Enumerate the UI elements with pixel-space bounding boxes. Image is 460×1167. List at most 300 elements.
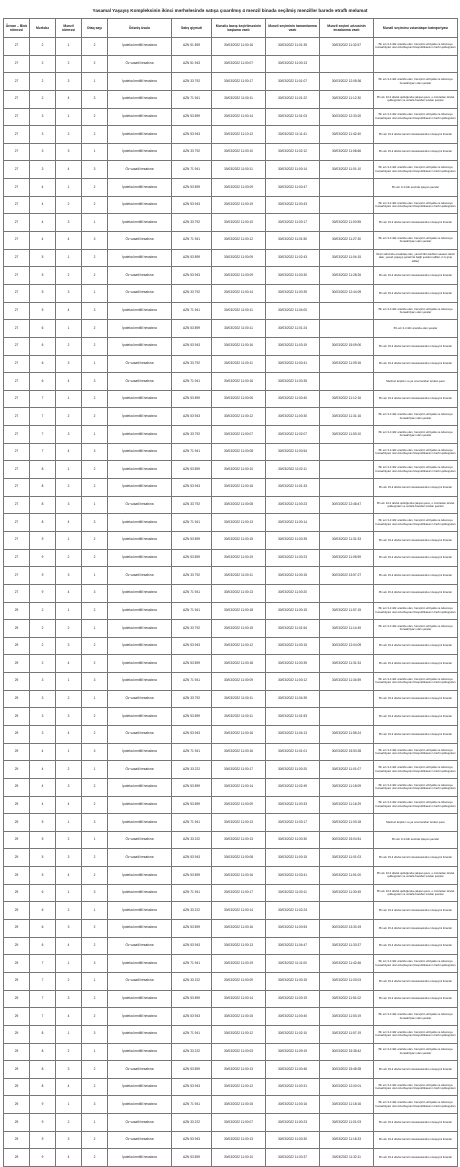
citizen-category-cell: Ən azı 10-il dövlət qulluğunda çalışan şəxs, o cümlədən dövlət qulluqçuları və onlarla bərabər tutulan şəxslər [374,90,458,108]
payment-method-cell: İpoteka kreditli hesabına [108,408,172,426]
table-row [4,937,458,955]
room-count-cell: 3 [82,955,108,973]
application-signed-cell: 30/03/2022 11:53:19 [320,1008,374,1026]
application-signed-cell: 30/03/2022 11:12:30 [320,90,374,108]
floor-cell: 7 [30,972,56,990]
room-count-cell: 2 [82,990,108,1008]
sale-price-cell: AZN 33 222 [172,972,212,990]
floor-cell: 6 [30,355,56,373]
block-number-cell: 27 [4,267,30,285]
selection-complete-cell: 30/03/2022 11:00:11 [266,884,320,902]
payment-method-cell: Öz vəsaiti hesabına [108,1131,172,1149]
floor-cell: 6 [30,937,56,955]
apartment-number-cell: 3 [56,637,82,655]
selection-complete-cell: 30/03/2022 11:01:50 [266,232,320,250]
room-count-cell: 2 [82,179,108,197]
application-signed-cell: 30/03/2022 12:33:20 [320,108,374,126]
payment-method-cell: İpoteka kreditli hesabına [108,514,172,532]
citizen-category-cell: Ən azı 15-il dövlət təmsil müəssisəsində mövqeyini itirənlər [374,990,458,1008]
application-signed-cell: 30/03/2022 11:31:16 [320,408,374,426]
apartment-number-cell: 1 [56,320,82,338]
application-signed-cell: 30/03/2022 11:30:49 [320,884,374,902]
viewing-start-cell: 30/03/2022 11:00:11 [212,708,266,726]
apartment-number-cell: 3 [56,567,82,585]
viewing-start-cell: 30/03/2022 11:00:09 [212,249,266,267]
viewing-start-cell: 30/03/2022 11:00:10 [212,1149,266,1167]
sale-price-cell: AZN 33 792 [172,690,212,708]
room-count-cell: 2 [82,38,108,56]
application-signed-cell [320,708,374,726]
apartment-number-cell: 3 [56,284,82,302]
floor-cell: 2 [30,602,56,620]
floor-cell: 2 [30,55,56,73]
sale-price-cell: AZN 71 941 [172,161,212,179]
room-count-cell: 1 [82,690,108,708]
apartment-number-cell: 2 [56,902,82,920]
room-count-cell: 2 [82,937,108,955]
payment-method-cell: İpoteka kreditli hesabına [108,90,172,108]
apartment-number-cell: 4 [56,1149,82,1167]
floor-cell: 8 [30,1025,56,1043]
citizen-category-cell: Ən azı 15-il dövlət təmsil müəssisəsində mövqeyini itirənlər [374,1061,458,1079]
apartment-number-cell: 4 [56,514,82,532]
sale-price-cell: AZN 33 792 [172,284,212,302]
column-header: Mənzil seçiminin tamamlanma vaxtı [266,19,320,38]
viewing-start-cell: 30/03/2022 11:00:19 [212,549,266,567]
block-number-cell: 27 [4,214,30,232]
application-signed-cell: 30/03/2022 11:27:30 [320,232,374,250]
selection-complete-cell: 30/03/2022 11:02:43 [266,249,320,267]
viewing-start-cell: 30/03/2022 11:00:17 [212,761,266,779]
apartment-number-cell: 4 [56,1078,82,1096]
room-count-cell: 2 [82,637,108,655]
room-count-cell: 2 [82,1061,108,1079]
table-row [4,284,458,302]
floor-cell: 3 [30,673,56,691]
selection-complete-cell: 30/03/2022 11:00:20 [266,761,320,779]
table-row [4,1043,458,1061]
block-number-cell: 27 [4,426,30,444]
room-count-cell: 2 [82,196,108,214]
room-count-cell: 3 [82,373,108,391]
viewing-start-cell: 30/03/2022 11:00:12 [212,1025,266,1043]
block-number-cell: 29 [4,673,30,691]
table-row [4,496,458,514]
citizen-category-cell: Ən azı 3-4 ildir ərazidə olan, həmçinin ehtiyatla və ödəməyə bunaəhtiyacı olan şəxslər [374,408,458,426]
citizen-category-cell: Ən azı 3-4 ildir ərazidə olan, həmçinin ehtiyatla və ödəməyə bunaəhtiyacı olan Azərbaycan Respublikasının hərbi qulluqçuları [374,1096,458,1114]
payment-method-cell: Öz vəsaiti hesabına [108,831,172,849]
block-number-cell: 27 [4,355,30,373]
application-signed-cell: 30/03/2022 15:53:35 [320,743,374,761]
selection-complete-cell: 30/03/2022 11:00:16 [266,1096,320,1114]
sale-price-cell: AZN 53 943 [172,408,212,426]
sale-price-cell: AZN 53 943 [172,1008,212,1026]
citizen-category-cell: Ən azı 10-il dövlət qulluğunda çalışan şəxs, o cümlədən dövlət qulluqçuları və onlarla bərabər tutulan şəxslər [374,867,458,885]
apartment-number-cell: 4 [56,373,82,391]
selection-complete-cell: 30/03/2022 11:00:40 [266,390,320,408]
apartment-number-cell: 4 [56,725,82,743]
table-row [4,214,458,232]
selection-complete-cell: 30/03/2022 11:04:13 [266,725,320,743]
sale-price-cell: AZN 53 899 [172,461,212,479]
viewing-start-cell: 30/03/2022 11:00:13 [212,1061,266,1079]
viewing-start-cell: 30/03/2022 11:00:16 [212,867,266,885]
viewing-start-cell: 30/03/2022 11:00:12 [212,232,266,250]
selection-complete-cell: 30/03/2022 11:09:19 [266,1043,320,1061]
floor-cell: 2 [30,637,56,655]
sale-price-cell: AZN 53 943 [172,337,212,355]
selection-complete-cell: 30/03/2022 11:00:19 [266,990,320,1008]
application-signed-cell: 30/03/2022 11:31:34 [320,655,374,673]
selection-complete-cell: 30/03/2022 11:00:14 [266,161,320,179]
sale-price-cell: AZN 53 943 [172,1131,212,1149]
citizen-category-cell: Ən azı 15-il dövlət təmsil müəssisəsində mövqeyini itirənlər [374,849,458,867]
viewing-start-cell: 30/03/2022 11:00:19 [212,955,266,973]
floor-cell: 8 [30,1043,56,1061]
room-count-cell: 1 [82,355,108,373]
application-signed-cell [320,584,374,602]
floor-cell: 8 [30,1078,56,1096]
block-number-cell: 27 [4,373,30,391]
viewing-start-cell: 30/03/2022 11:00:16 [212,373,266,391]
block-number-cell: 29 [4,778,30,796]
viewing-start-cell: 30/03/2022 11:00:09 [212,972,266,990]
block-number-cell: 27 [4,232,30,250]
block-number-cell: 27 [4,479,30,497]
sale-price-cell: AZN 71 941 [172,584,212,602]
table-row [4,232,458,250]
room-count-cell: 1 [82,831,108,849]
selection-complete-cell: 30/03/2022 11:00:39 [266,284,320,302]
block-number-cell: 27 [4,55,30,73]
room-count-cell: 2 [82,1078,108,1096]
viewing-start-cell: 30/03/2022 11:00:13 [212,831,266,849]
citizen-category-cell: Ən azı 3-4 ildir ərazidə olan, həmçinin ehtiyatla və ödəməyə bunaəhtiyacı olan şəxslər [374,1008,458,1026]
citizen-category-cell: Ən azı 15-il dövlət təmsil müəssisəsində mövqeyini itirənlər [374,549,458,567]
citizen-category-cell: Ən azı 3-4 ildir ərazidə olan, həmçinin ehtiyatla və ödəməyə bunaəhtiyacı olan Azərbaycan Respublikasının hərbi qulluqçuları [374,196,458,214]
block-number-cell: 29 [4,1008,30,1026]
room-count-cell: 3 [82,884,108,902]
viewing-start-cell: 30/03/2022 11:00:08 [212,443,266,461]
selection-complete-cell: 30/03/2022 11:02:07 [266,426,320,444]
block-number-cell: 27 [4,514,30,532]
floor-cell: 5 [30,302,56,320]
room-count-cell: 2 [82,390,108,408]
table-row [4,531,458,549]
floor-cell: 2 [30,90,56,108]
selection-complete-cell: 30/03/2022 11:00:33 [266,796,320,814]
citizen-category-cell: Ən azı 15-il dövlət təmsil müəssisəsində mövqeyini itirənlər [374,584,458,602]
citizen-category-cell: Məcburi köçkün və ya ona bərabər tutulan şəxs [374,373,458,391]
citizen-category-cell: Ən azı 15-il dövlət təmsil müəssisəsində mövqeyini itirənlər [374,390,458,408]
selection-complete-cell: 30/03/2022 11:01:39 [266,38,320,56]
floor-cell: 3 [30,690,56,708]
citizen-category-cell: Ən azı 15-il dövlət təmsil müəssisəsində mövqeyini itirənlər [374,531,458,549]
citizen-category-cell: Ən azı 3-4 ildir ərazidə olan, həmçinin ehtiyatla və ödəməyə bunaəhtiyacı olan şəxslər [374,426,458,444]
table-row [4,972,458,990]
payment-method-cell: Öz vəsaiti hesabına [108,1114,172,1132]
apartment-number-cell: 2 [56,337,82,355]
column-header: Mərtəbə [30,19,56,38]
apartment-table [3,18,458,1167]
selection-complete-cell: 30/03/2022 11:00:14 [266,514,320,532]
sale-price-cell: AZN 53 899 [172,390,212,408]
floor-cell: 3 [30,725,56,743]
table-row [4,1131,458,1149]
table-row [4,1061,458,1079]
block-number-cell: 27 [4,161,30,179]
block-number-cell: 29 [4,1096,30,1114]
table-body [4,38,458,1167]
citizen-category-cell: İkinci səhvində əməkdaş olan, yaxud ilkin kadrları əsasən təhsil alan, yaxud yaşayış şəraiti ilə bağlı şəxslər (əlillər, 2-ci qrup əlillər) [374,249,458,267]
floor-cell: 7 [30,443,56,461]
table-row [4,1025,458,1043]
payment-method-cell: Öz vəsaiti hesabına [108,355,172,373]
viewing-start-cell: 30/03/2022 11:00:14 [212,990,266,1008]
viewing-start-cell: 30/03/2022 11:00:16 [212,743,266,761]
payment-method-cell: Öz vəsaiti hesabına [108,496,172,514]
table-row [4,814,458,832]
viewing-start-cell: 30/03/2022 11:00:16 [212,337,266,355]
room-count-cell: 2 [82,408,108,426]
table-row [4,390,458,408]
payment-method-cell: İpoteka kreditli hesabına [108,479,172,497]
sale-price-cell: AZN 33 222 [172,1114,212,1132]
sale-price-cell: AZN 53 899 [172,796,212,814]
selection-complete-cell: 30/03/2022 11:00:54 [266,443,320,461]
sale-price-cell: AZN 53 943 [172,849,212,867]
viewing-start-cell: 30/03/2022 11:00:15 [212,531,266,549]
sale-price-cell: AZN 71 941 [172,955,212,973]
room-count-cell: 2 [82,108,108,126]
block-number-cell: 29 [4,814,30,832]
citizen-category-cell: Ən azı 10-il dövlət qulluğunda çalışan şəxs, o cümlədən dövlət qulluqçuları və onlarla bərabər tutulan şəxslər [374,884,458,902]
table-row [4,90,458,108]
citizen-category-cell: Ən azı 15-il dövlət təmsil müəssisəsində mövqeyini itirənlər [374,143,458,161]
column-header: Mənzil seçiminə vətəndaşın kateqoriyası [374,19,458,38]
selection-complete-cell: 30/03/2022 11:00:30 [266,267,320,285]
application-signed-cell [320,373,374,391]
floor-cell: 8 [30,514,56,532]
selection-complete-cell: 30/03/2022 11:01:03 [266,108,320,126]
citizen-category-cell: Ən azı 15-il dövlət təmsil müəssisəsində mövqeyini itirənlər [374,267,458,285]
floor-cell: 4 [30,196,56,214]
page-title: Yasamal Yaşayış Kompleksinin ikinci mərhələsində satışa çıxarılmış 4 mənzil binada seçilmiş mənzillər barədə ətraflı məlumat [92,8,368,13]
payment-method-cell: İpoteka kreditli hesabına [108,302,172,320]
payment-method-cell: Öz vəsaiti hesabına [108,725,172,743]
apartment-number-cell: 1 [56,673,82,691]
block-number-cell: 29 [4,602,30,620]
selection-complete-cell: 30/03/2022 11:00:30 [266,408,320,426]
table-row [4,1096,458,1114]
viewing-start-cell: 30/03/2022 11:00:08 [212,496,266,514]
application-signed-cell: 30/03/2022 11:57:15 [320,602,374,620]
table-row [4,955,458,973]
room-count-cell: 2 [82,849,108,867]
table-row [4,443,458,461]
selection-complete-cell: 30/03/2022 11:03:41 [266,867,320,885]
viewing-start-cell: 30/03/2022 11:00:14 [212,284,266,302]
payment-method-cell: İpoteka kreditli hesabına [108,867,172,885]
sale-price-cell: AZN 71 941 [172,884,212,902]
application-signed-cell: 30/03/2022 15:38:42 [320,1043,374,1061]
floor-cell: 5 [30,249,56,267]
block-number-cell: 27 [4,443,30,461]
block-number-cell: 27 [4,531,30,549]
apartment-number-cell: 3 [56,990,82,1008]
viewing-start-cell: 30/03/2022 11:00:06 [212,390,266,408]
selection-complete-cell: 30/03/2022 11:01:53 [266,708,320,726]
viewing-start-cell: 30/03/2022 11:00:14 [212,108,266,126]
room-count-cell: 1 [82,972,108,990]
selection-complete-cell: 30/03/2022 11:02:24 [266,902,320,920]
floor-cell: 4 [30,761,56,779]
application-signed-cell: 30/03/2022 12:44:09 [320,284,374,302]
citizen-category-cell: Ən azı 3-4 ildir ərazidə olan, həmçinin ehtiyatla və ödəməyə bunaəhtiyacı olan Azərbaycan Respublikasının hərbi qulluqçuları [374,1025,458,1043]
floor-cell: 6 [30,337,56,355]
floor-cell: 5 [30,867,56,885]
table-row [4,1008,458,1026]
room-count-cell: 2 [82,249,108,267]
application-signed-cell: 30/03/2022 11:01:03 [320,1114,374,1132]
room-count-cell: 2 [82,1149,108,1167]
application-signed-cell: 30/03/2022 11:18:16 [320,1096,374,1114]
block-number-cell: 27 [4,108,30,126]
floor-cell: 3 [30,161,56,179]
block-number-cell: 27 [4,126,30,144]
apartment-number-cell: 3 [56,778,82,796]
viewing-start-cell: 30/03/2022 11:00:11 [212,320,266,338]
table-row [4,73,458,91]
room-count-cell: 3 [82,814,108,832]
sale-price-cell: AZN 53 899 [172,778,212,796]
room-count-cell: 2 [82,337,108,355]
apartment-number-cell: 2 [56,196,82,214]
apartment-number-cell: 2 [56,690,82,708]
payment-method-cell: İpoteka kreditli hesabına [108,778,172,796]
apartment-number-cell: 3 [56,73,82,91]
viewing-start-cell: 30/03/2022 11:00:07 [212,55,266,73]
payment-method-cell: İpoteka kreditli hesabına [108,673,172,691]
selection-complete-cell: 30/03/2022 11:01:07 [266,73,320,91]
room-count-cell: 2 [82,549,108,567]
table-row [4,690,458,708]
room-count-cell: 2 [82,920,108,938]
application-signed-cell: 30/03/2022 12:48:47 [320,496,374,514]
sale-price-cell: AZN 51 899 [172,38,212,56]
block-number-cell: 27 [4,38,30,56]
application-signed-cell [320,443,374,461]
apartment-number-cell: 1 [56,1025,82,1043]
payment-method-cell: Öz vəsaiti hesabına [108,567,172,585]
application-signed-cell: 30/03/2022 11:01:10 [320,161,374,179]
viewing-start-cell: 30/03/2022 11:00:03 [212,1043,266,1061]
room-count-cell: 2 [82,725,108,743]
table-row [4,55,458,73]
sale-price-cell: AZN 71 941 [172,743,212,761]
viewing-start-cell: 30/03/2022 11:00:11 [212,302,266,320]
floor-cell: 7 [30,990,56,1008]
selection-complete-cell: 30/03/2022 11:00:39 [266,531,320,549]
payment-method-cell: İpoteka kreditli hesabına [108,390,172,408]
room-count-cell: 3 [82,743,108,761]
room-count-cell: 2 [82,778,108,796]
application-signed-cell: 30/03/2022 11:18:09 [320,778,374,796]
block-number-cell: 29 [4,937,30,955]
viewing-start-cell: 30/03/2022 11:00:13 [212,514,266,532]
citizen-category-cell: Ən azı 15-il dövlət təmsil müəssisəsində mövqeyini itirənlər [374,1131,458,1149]
floor-cell: 6 [30,902,56,920]
block-number-cell: 29 [4,1149,30,1167]
table-row [4,320,458,338]
selection-complete-cell: 30/03/2022 11:03:19 [266,337,320,355]
sale-price-cell: AZN 53 899 [172,655,212,673]
selection-complete-cell: 30/03/2022 11:02:11 [266,461,320,479]
apartment-number-cell: 3 [56,1131,82,1149]
apartment-number-cell: 1 [56,531,82,549]
block-number-cell: 29 [4,902,30,920]
viewing-start-cell: 30/03/2022 11:00:16 [212,725,266,743]
table-row [4,1149,458,1167]
floor-cell: 9 [30,584,56,602]
apartment-number-cell: 2 [56,549,82,567]
sale-price-cell: AZN 53 899 [172,249,212,267]
table-row [4,602,458,620]
viewing-start-cell: 30/03/2022 11:00:09 [212,179,266,197]
sale-price-cell: AZN 71 941 [172,514,212,532]
apartment-number-cell: 4 [56,937,82,955]
room-count-cell: 2 [82,479,108,497]
sale-price-cell: AZN 53 899 [172,990,212,1008]
floor-cell: 4 [30,214,56,232]
room-count-cell: 3 [82,514,108,532]
viewing-start-cell: 30/03/2022 11:00:09 [212,267,266,285]
room-count-cell: 1 [82,567,108,585]
viewing-start-cell: 30/03/2022 11:00:13 [212,1131,266,1149]
table-row [4,1078,458,1096]
selection-complete-cell: 30/03/2022 11:00:13 [266,55,320,73]
selection-complete-cell: 30/03/2022 11:00:23 [266,1114,320,1132]
room-count-cell: 1 [82,902,108,920]
sale-price-cell: AZN 33 792 [172,143,212,161]
selection-complete-cell: 30/03/2022 11:04:39 [266,690,320,708]
viewing-start-cell: 30/03/2022 11:00:11 [212,690,266,708]
column-header: Mənzilə baxış keçirilməsinin başlama vaxtı [212,19,266,38]
selection-complete-cell: 30/03/2022 11:11:41 [266,126,320,144]
application-signed-cell: 30/03/2022 11:16:33 [320,1131,374,1149]
payment-method-cell: İpoteka kreditli hesabına [108,143,172,161]
application-signed-cell: 30/03/2022 11:34:59 [320,673,374,691]
apartment-number-cell: 4 [56,90,82,108]
block-number-cell: 29 [4,1114,30,1132]
floor-cell: 5 [30,849,56,867]
citizen-category-cell: Ən azı 3-4 ildir ərazidə olan şəxslər [374,320,458,338]
apartment-number-cell: 3 [56,214,82,232]
citizen-category-cell: Ən azı 3-4 ildir ərazidə olan, həmçinin ehtiyatla və ödəməyə bunaəhtiyacı olan Azərbaycan Respublikasının hərbi qulluqçuları [374,955,458,973]
room-count-cell: 2 [82,867,108,885]
apartment-number-cell: 4 [56,584,82,602]
block-number-cell: 29 [4,831,30,849]
viewing-start-cell: 30/03/2022 11:00:07 [212,426,266,444]
room-count-cell: 1 [82,496,108,514]
selection-complete-cell: 30/03/2022 11:00:15 [266,567,320,585]
sale-price-cell: AZN 53 943 [172,479,212,497]
floor-cell: 7 [30,390,56,408]
sale-price-cell: AZN 53 899 [172,320,212,338]
room-count-cell: 3 [82,1025,108,1043]
block-number-cell: 29 [4,637,30,655]
citizen-category-cell: Ən azı 3-4 ildir ərazidə olan, həmçinin ehtiyatla və ödəməyə bunaəhtiyacı olan şəxslər [374,302,458,320]
